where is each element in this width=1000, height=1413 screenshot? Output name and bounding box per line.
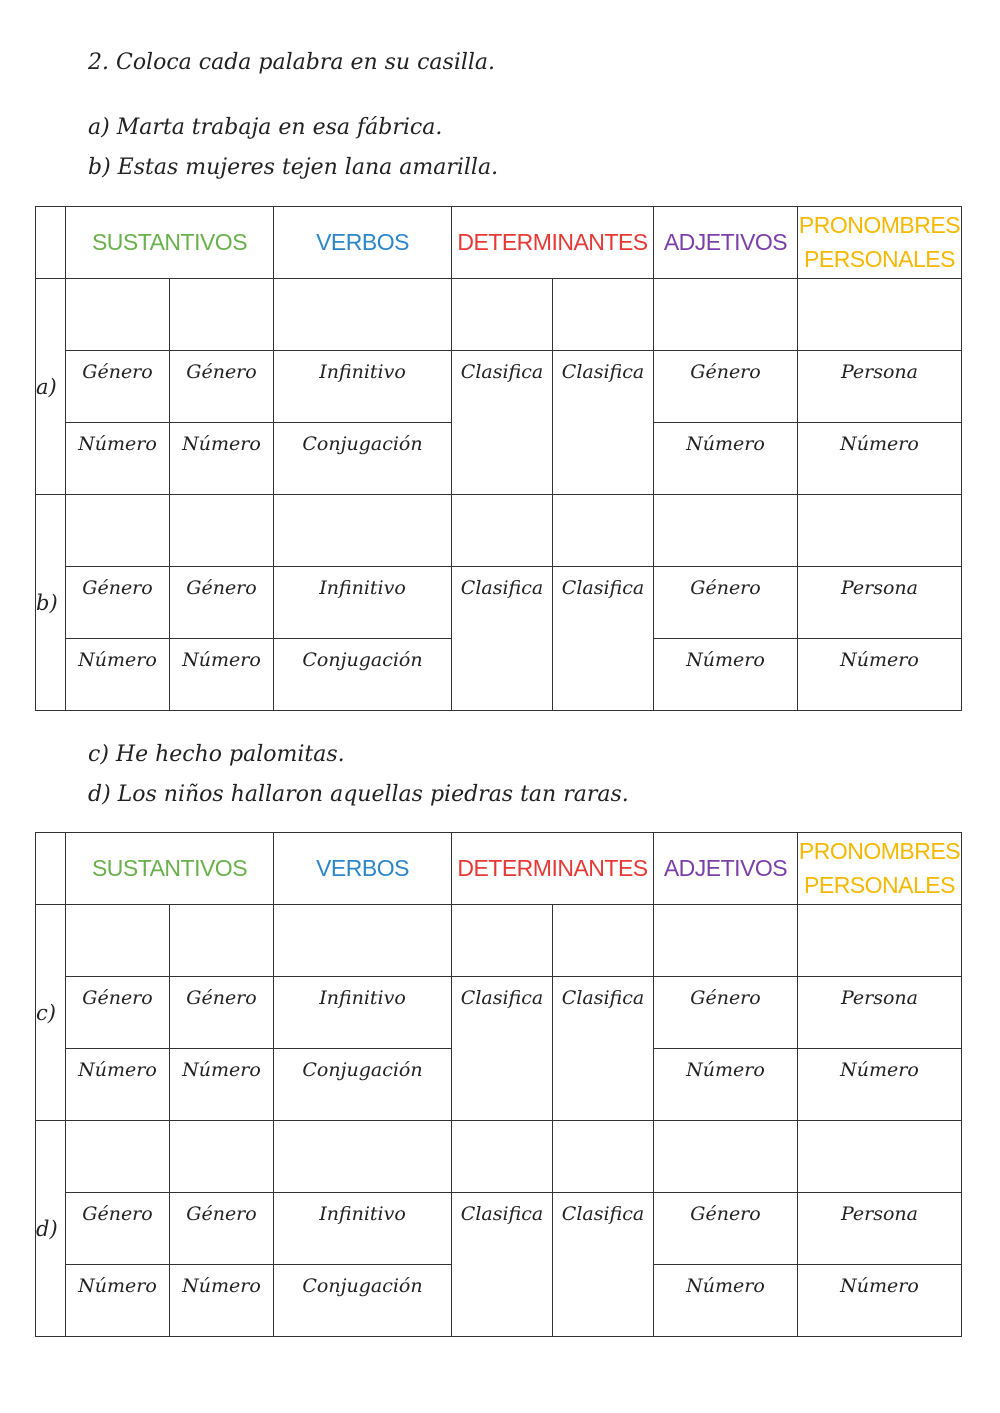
answer-cell[interactable] [798, 495, 962, 567]
answer-cell[interactable] [654, 905, 798, 977]
answer-cell[interactable] [452, 279, 553, 351]
answer-cell[interactable] [274, 495, 452, 567]
row-label: a) [36, 279, 66, 495]
sentence-c: c) He hecho palomitas. [88, 742, 345, 767]
numero-cell[interactable]: Número [170, 423, 274, 495]
answer-cell[interactable] [452, 495, 553, 567]
genero-cell[interactable]: Género [66, 1193, 170, 1265]
sentence-d: d) Los niños hallaron aquellas piedras tan raras. [88, 782, 629, 807]
corner-cell [36, 833, 66, 905]
numero-cell[interactable]: Número [654, 1049, 798, 1121]
genero-cell[interactable]: Género [66, 567, 170, 639]
answer-cell[interactable] [654, 279, 798, 351]
clasifica-cell[interactable]: Clasifica [553, 567, 654, 711]
answer-cell[interactable] [170, 279, 274, 351]
numero-cell[interactable]: Número [66, 1049, 170, 1121]
clasifica-cell[interactable]: Clasifica [553, 1193, 654, 1337]
numero-cell[interactable]: Número [654, 639, 798, 711]
genero-cell[interactable]: Género [170, 977, 274, 1049]
answer-cell[interactable] [274, 1121, 452, 1193]
genero-cell[interactable]: Género [170, 1193, 274, 1265]
answer-cell[interactable] [170, 905, 274, 977]
header-3: ADJETIVOS [654, 207, 798, 279]
persona-cell[interactable]: Persona [798, 1193, 962, 1265]
answer-cell[interactable] [274, 905, 452, 977]
infinitivo-cell[interactable]: Infinitivo [274, 1193, 452, 1265]
persona-cell[interactable]: Persona [798, 567, 962, 639]
answer-cell[interactable] [553, 495, 654, 567]
answer-cell[interactable] [798, 905, 962, 977]
exercise-title: 2. Coloca cada palabra en su casilla. [88, 50, 496, 75]
conjugacion-cell[interactable]: Conjugación [274, 423, 452, 495]
answer-cell[interactable] [452, 1121, 553, 1193]
genero-cell[interactable]: Género [654, 1193, 798, 1265]
header-2: DETERMINANTES [452, 207, 654, 279]
clasifica-cell[interactable]: Clasifica [452, 977, 553, 1121]
numero-cell[interactable]: Número [654, 423, 798, 495]
header-1: VERBOS [274, 833, 452, 905]
answer-cell[interactable] [66, 279, 170, 351]
answer-cell[interactable] [274, 279, 452, 351]
persona-cell[interactable]: Persona [798, 977, 962, 1049]
conjugacion-cell[interactable]: Conjugación [274, 1265, 452, 1337]
answer-cell[interactable] [553, 905, 654, 977]
answer-cell[interactable] [170, 1121, 274, 1193]
genero-cell[interactable]: Género [654, 351, 798, 423]
numero-cell[interactable]: Número [66, 639, 170, 711]
row-label: d) [36, 1121, 66, 1337]
clasifica-cell[interactable]: Clasifica [452, 351, 553, 495]
genero-cell[interactable]: Género [66, 351, 170, 423]
classification-table-2 [35, 832, 962, 1337]
classification-table-1 [35, 206, 962, 711]
infinitivo-cell[interactable]: Infinitivo [274, 351, 452, 423]
clasifica-cell[interactable]: Clasifica [553, 351, 654, 495]
header-0: SUSTANTIVOS [66, 833, 274, 905]
numero-cell[interactable]: Número [66, 423, 170, 495]
numero-cell[interactable]: Número [798, 639, 962, 711]
clasifica-cell[interactable]: Clasifica [553, 977, 654, 1121]
row-label: b) [36, 495, 66, 711]
clasifica-cell[interactable]: Clasifica [452, 567, 553, 711]
numero-cell[interactable]: Número [66, 1265, 170, 1337]
answer-cell[interactable] [452, 905, 553, 977]
answer-cell[interactable] [553, 1121, 654, 1193]
answer-cell[interactable] [654, 495, 798, 567]
numero-cell[interactable]: Número [798, 1265, 962, 1337]
header-4: PRONOMBRES PERSONALES [798, 833, 962, 905]
header-2: DETERMINANTES [452, 833, 654, 905]
corner-cell [36, 207, 66, 279]
conjugacion-cell[interactable]: Conjugación [274, 1049, 452, 1121]
header-1: VERBOS [274, 207, 452, 279]
sentence-a: a) Marta trabaja en esa fábrica. [88, 115, 443, 140]
sentence-b: b) Estas mujeres tejen lana amarilla. [88, 155, 499, 180]
persona-cell[interactable]: Persona [798, 351, 962, 423]
answer-cell[interactable] [553, 279, 654, 351]
numero-cell[interactable]: Número [798, 1049, 962, 1121]
numero-cell[interactable]: Número [170, 1049, 274, 1121]
genero-cell[interactable]: Género [654, 977, 798, 1049]
numero-cell[interactable]: Número [654, 1265, 798, 1337]
numero-cell[interactable]: Número [170, 1265, 274, 1337]
answer-cell[interactable] [798, 1121, 962, 1193]
answer-cell[interactable] [170, 495, 274, 567]
numero-cell[interactable]: Número [798, 423, 962, 495]
answer-cell[interactable] [66, 495, 170, 567]
answer-cell[interactable] [66, 905, 170, 977]
conjugacion-cell[interactable]: Conjugación [274, 639, 452, 711]
header-0: SUSTANTIVOS [66, 207, 274, 279]
genero-cell[interactable]: Género [654, 567, 798, 639]
answer-cell[interactable] [66, 1121, 170, 1193]
infinitivo-cell[interactable]: Infinitivo [274, 567, 452, 639]
genero-cell[interactable]: Género [170, 351, 274, 423]
numero-cell[interactable]: Número [170, 639, 274, 711]
header-3: ADJETIVOS [654, 833, 798, 905]
genero-cell[interactable]: Género [66, 977, 170, 1049]
genero-cell[interactable]: Género [170, 567, 274, 639]
clasifica-cell[interactable]: Clasifica [452, 1193, 553, 1337]
answer-cell[interactable] [654, 1121, 798, 1193]
answer-cell[interactable] [798, 279, 962, 351]
header-4: PRONOMBRES PERSONALES [798, 207, 962, 279]
row-label: c) [36, 905, 66, 1121]
infinitivo-cell[interactable]: Infinitivo [274, 977, 452, 1049]
